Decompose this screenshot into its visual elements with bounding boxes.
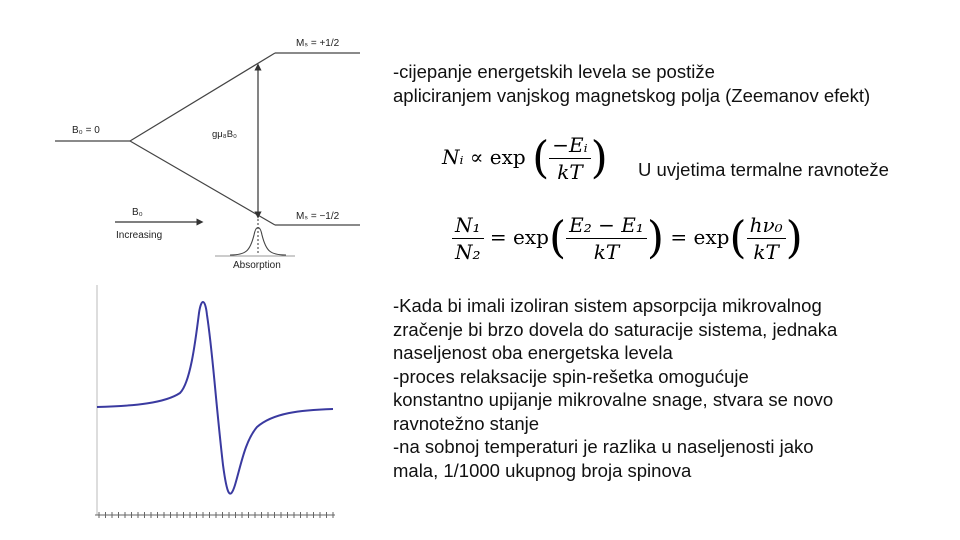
eq2-lhs-fraction bbox=[452, 212, 484, 265]
body-line: -proces relaksacije spin-rešetka omogućuje bbox=[393, 365, 749, 387]
body-line: mala, 1/1000 ukupnog broja spinova bbox=[393, 459, 692, 481]
level-bottom-label: Mₛ = −1/2 bbox=[296, 211, 340, 222]
body-line: konstantno upijanje mikrovalne snage, stvara se novo bbox=[393, 389, 834, 410]
lower-branch bbox=[130, 141, 275, 225]
level-top-label: Mₛ = +1/2 bbox=[296, 38, 340, 49]
eq2-func-1: exp bbox=[513, 225, 549, 249]
b0-label: B₀ bbox=[132, 207, 143, 218]
intro-line: apliciranjem vanjskog magnetskog polja (Zeemanov efekt) bbox=[393, 84, 871, 106]
eq2-equals-1: = bbox=[489, 225, 507, 249]
eq2-fraction-2 bbox=[747, 212, 786, 265]
equation-population-ratio: $\frac{\text{N₁}}{\text{N₂}}$ = exp( $\frac{\text{E₂ − E₁}}{kT}$ ) = exp( $\frac{\text{hν₀}}{kT}$ ) bbox=[452, 212, 803, 265]
body-line: naseljenost oba energetska levela bbox=[393, 342, 673, 363]
eq2-den-2: kT bbox=[753, 240, 779, 264]
eq1-func: exp bbox=[489, 145, 526, 169]
body-line: -Kada bi imali izoliran sistem apsorpcija mikrovalnog bbox=[393, 295, 822, 316]
upper-branch bbox=[130, 53, 275, 141]
eq2-func-2: exp bbox=[693, 225, 730, 249]
b0-zero-label: B₀ = 0 bbox=[72, 125, 100, 136]
eq2-den-1: kT bbox=[593, 240, 620, 264]
eq2-num-1: E₂ − E₁ bbox=[569, 213, 644, 237]
gap-label: gμ₈B₀ bbox=[212, 129, 237, 140]
intro-text bbox=[393, 60, 953, 107]
thermal-equilibrium-label: U uvjetima termalne ravnoteže bbox=[638, 159, 889, 180]
zeeman-diagram bbox=[50, 25, 370, 280]
eq2-equals-2: = bbox=[670, 225, 688, 249]
eq1-numerator: −Eᵢ bbox=[552, 133, 588, 157]
eq2-num-2: hν₀ bbox=[749, 213, 783, 237]
eq1-relation: ∝ bbox=[469, 145, 484, 169]
absorption-label: Absorption bbox=[233, 260, 281, 271]
body-line: zračenje bi brzo dovela do saturacije sistema, jednaka bbox=[393, 318, 838, 340]
eq2-fraction-1 bbox=[566, 212, 647, 265]
increasing-label: Increasing bbox=[116, 230, 163, 241]
eq1-denominator: kT bbox=[557, 160, 583, 184]
equation-boltzmann: Nᵢ ∝ exp ( $\frac{\text{−Eᵢ}}{kT}$ ) bbox=[442, 132, 608, 184]
eq1-lhs: Nᵢ bbox=[442, 145, 464, 169]
eq2-lhs-num: N₁ bbox=[455, 213, 481, 237]
eq1-fraction bbox=[549, 132, 590, 185]
body-line: -na sobnoj temperaturi je razlika u naseljenosti jako bbox=[393, 436, 814, 457]
derivative-signal-plot bbox=[95, 285, 335, 520]
body-line: ravnotežno stanje bbox=[393, 412, 540, 434]
eq2-lhs-den: N₂ bbox=[455, 240, 481, 264]
intro-line: -cijepanje energetskih levela se postiže bbox=[393, 61, 715, 82]
body-text bbox=[393, 294, 953, 482]
